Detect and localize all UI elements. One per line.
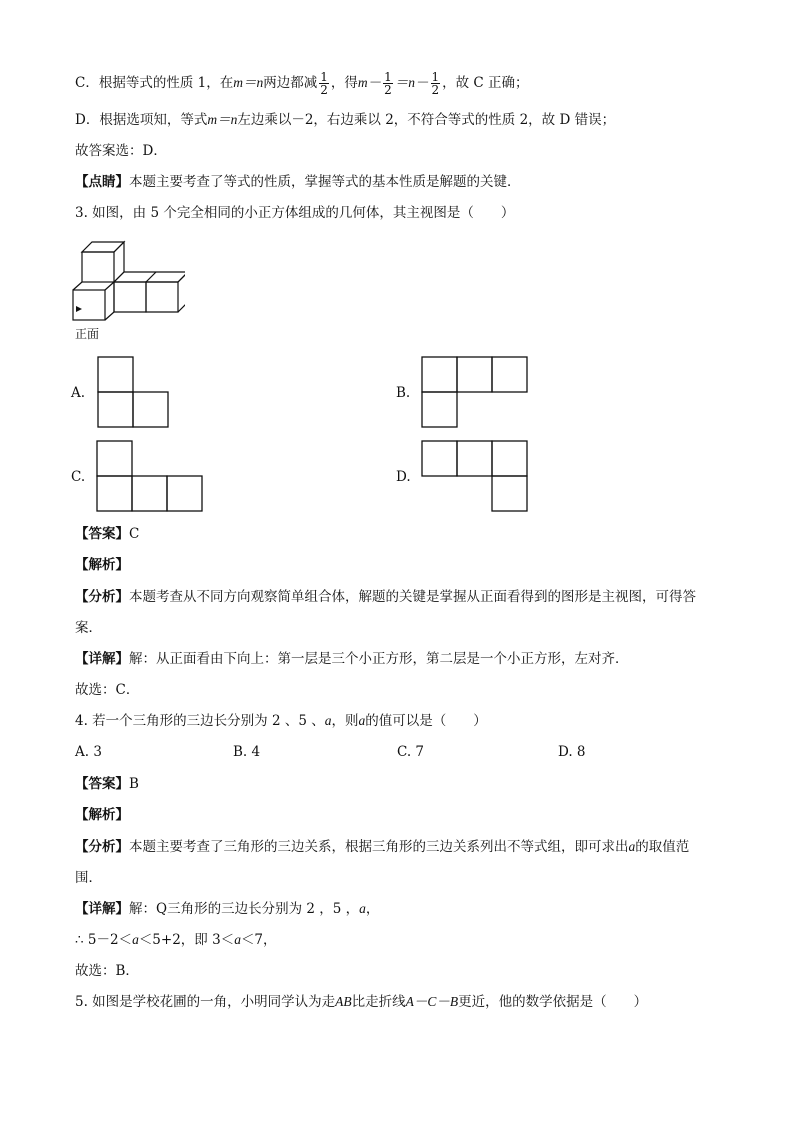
analysis-4-cont: 围． <box>75 870 102 886</box>
answer-line: 故答案选：D． <box>75 143 167 159</box>
analysis-heading-4: 【解析】 <box>75 807 129 823</box>
front-label: 正面 <box>75 327 100 341</box>
option-c-explanation: C．根据等式的性质 1，在m＝n两边都减 $\frac{1}{2}$ ，得m－ $\frac{1}{2}$ ＝n－ $\frac{1}{2}$ ，故 C 正确； <box>75 70 529 97</box>
question-5-stem: 5. 如图是学校花圃的一角，小明同学认为走AB比走折线A－C－B更近，他的数学依据是（ ） <box>75 994 648 1010</box>
option-b-figure <box>421 356 529 430</box>
choice-a: A. 3 <box>75 744 102 760</box>
answer-4: 【答案】B <box>75 776 139 792</box>
option-d-explanation: D．根据选项知，等式m＝n左边乘以－2，右边乘以 2，不符合等式的性质 2，故 D 错误； <box>75 112 616 128</box>
question-3-stem: 3. 如图，由 5 个完全相同的小正方体组成的几何体，其主视图是（ ） <box>75 205 515 221</box>
analysis-3: 【分析】本题考查从不同方向观察简单组合体，解题的关键是掌握从正面看得到的图形是主视图，可得答 <box>75 589 696 605</box>
option-d-figure <box>421 440 529 514</box>
question-4-stem: 4. 若一个三角形的三边长分别为 2 、5 、a，则a的值可以是（ ） <box>75 713 487 729</box>
equation: m＝n <box>233 75 264 90</box>
detail-4: 【详解】解：Q三角形的三边长分别为 2 ，5 ，a， <box>75 901 380 917</box>
option-a-figure <box>97 356 171 430</box>
fraction-half: $\frac{1}{2}$ <box>320 70 328 97</box>
option-c-label: C. <box>71 469 86 485</box>
arrow-icon <box>76 306 82 312</box>
choice-b: B. 4 <box>233 744 261 760</box>
option-b-label: B. <box>396 385 411 401</box>
option-a-label: A. <box>71 385 86 401</box>
select-3: 故选：C． <box>75 682 140 698</box>
fraction-half: $\frac{1}{2}$ <box>384 70 392 97</box>
option-c-figure <box>96 440 204 514</box>
answer-3: 【答案】C <box>75 526 140 542</box>
fraction-half: $\frac{1}{2}$ <box>431 70 440 97</box>
analysis-4: 【分析】本题主要考查了三角形的三边关系，根据三角形的三边关系列出不等式组，即可求出a的取值范 <box>75 839 690 855</box>
analysis-3-cont: 案． <box>75 620 102 636</box>
calc-4: ∴ 5－2＜a＜5+2，即 3＜a＜7， <box>75 932 277 948</box>
detail-3: 【详解】解：从正面看由下向上：第一层是三个小正方形，第二层是一个小正方形，左对齐． <box>75 651 629 667</box>
select-4: 故选：B． <box>75 963 139 979</box>
analysis-heading-3: 【解析】 <box>75 557 129 573</box>
choice-c: C. 7 <box>397 744 425 760</box>
option-d-label: D. <box>396 469 411 485</box>
choice-d: D. 8 <box>558 744 586 760</box>
comment-line: 【点睛】本题主要考查了等式的性质，掌握等式的基本性质是解题的关键． <box>75 174 521 190</box>
